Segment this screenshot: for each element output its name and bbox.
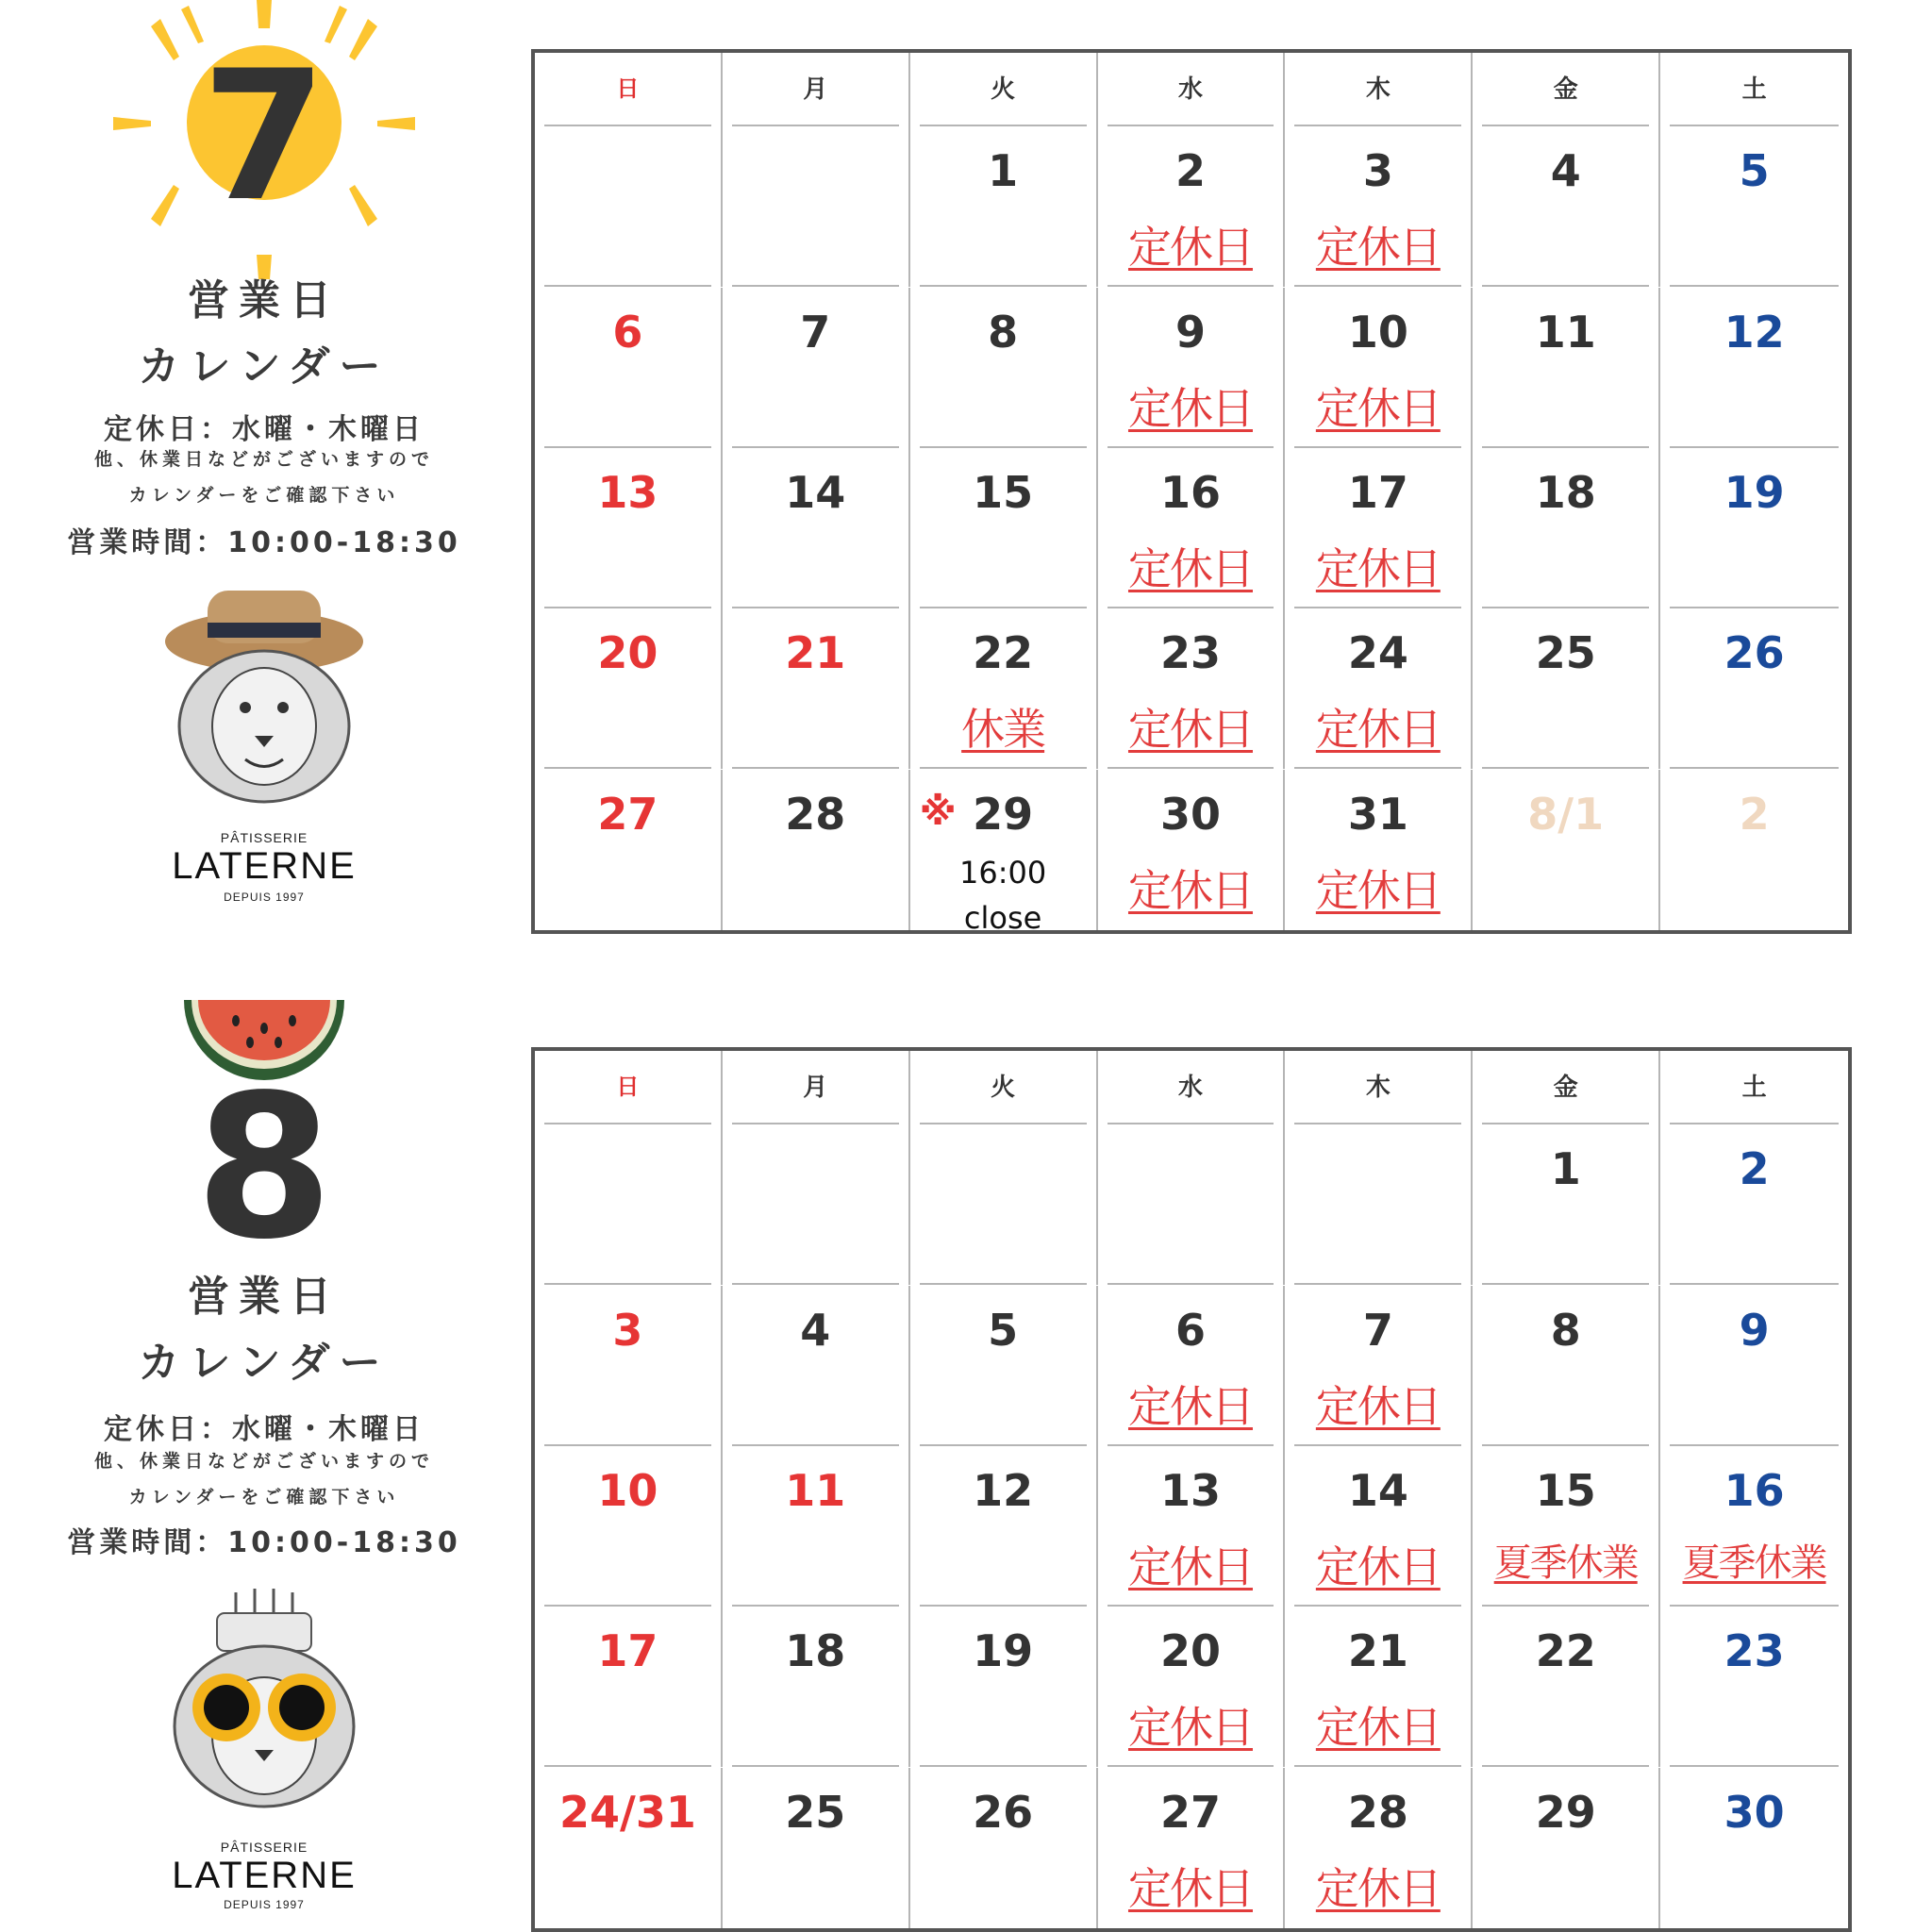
- closed-label: 定休日: [1315, 704, 1441, 756]
- day-number: 11: [1535, 306, 1596, 358]
- day-cell: [1285, 1607, 1473, 1767]
- day-cell: [535, 288, 723, 448]
- day-cell: [910, 1768, 1098, 1928]
- day-number: 8: [1550, 1304, 1581, 1356]
- day-cell: [1285, 1124, 1473, 1285]
- weekday-label: 火: [991, 1074, 1016, 1102]
- day-number: 22: [1535, 1625, 1596, 1677]
- calendar-title-line2: カレンダー: [138, 1339, 391, 1387]
- day-number: 11: [785, 1464, 846, 1516]
- weekday-header: [1660, 1051, 1848, 1124]
- day-number: 10: [597, 1464, 658, 1516]
- weekday-label: 水: [1177, 75, 1203, 104]
- day-number: 15: [1535, 1464, 1596, 1516]
- day-cell: [723, 1446, 910, 1607]
- weekday-header: [1098, 53, 1286, 126]
- day-number: 27: [1159, 1786, 1221, 1838]
- day-number: 9: [1174, 306, 1206, 358]
- day-cell: [910, 1607, 1098, 1767]
- closed-label: 夏季休業: [1682, 1541, 1826, 1585]
- brand-subtitle: PÂTISSERIE: [220, 830, 308, 845]
- day-cell: [1285, 1286, 1473, 1446]
- day-number: 23: [1724, 1625, 1785, 1677]
- day-number: 6: [612, 306, 643, 358]
- weekday-header: [1473, 1051, 1660, 1124]
- weekday-label: 木: [1365, 1074, 1391, 1102]
- day-number: 26: [1724, 627, 1785, 679]
- day-cell: [723, 126, 910, 287]
- day-cell: [1098, 608, 1286, 769]
- weekday-label: 金: [1553, 1074, 1578, 1102]
- day-cell: [1285, 448, 1473, 608]
- day-cell: [723, 1286, 910, 1446]
- brand-logo-text: LATERNE: [172, 845, 357, 887]
- august-sidebar: [0, 981, 528, 1924]
- day-cell: [1098, 1607, 1286, 1767]
- closed-label: 定休日: [1127, 1862, 1253, 1914]
- day-number: 2: [1739, 1143, 1770, 1195]
- weekday-label: 月: [803, 75, 828, 104]
- day-number: 15: [973, 466, 1034, 518]
- day-number: 29: [1535, 1786, 1596, 1838]
- day-cell: [1098, 1124, 1286, 1285]
- day-number: 6: [1174, 1304, 1206, 1356]
- day-cell: [910, 126, 1098, 287]
- calendar-title-line2: カレンダー: [138, 342, 391, 391]
- day-cell: [910, 448, 1098, 608]
- weekday-header: [723, 1051, 910, 1124]
- day-number: 1: [988, 145, 1019, 197]
- day-cell: [910, 288, 1098, 448]
- day-cell: [1660, 288, 1848, 448]
- weekday-header: [535, 53, 723, 126]
- day-number: 8/1: [1527, 788, 1605, 840]
- weekday-label: 金: [1553, 75, 1578, 104]
- day-number: 24/31: [559, 1786, 696, 1838]
- weekday-header: [535, 1051, 723, 1124]
- brand-logo-text: LATERNE: [172, 1855, 357, 1896]
- day-number: 18: [1535, 466, 1596, 518]
- day-cell: [1285, 1446, 1473, 1607]
- closed-label: 定休日: [1127, 542, 1253, 594]
- day-cell: [1473, 1286, 1660, 1446]
- july-sidebar: [0, 0, 528, 943]
- closed-label: 休業: [961, 704, 1045, 756]
- weekday-label: 土: [1741, 75, 1767, 104]
- calendar-grid: [535, 1051, 1848, 1928]
- day-number: 2: [1739, 788, 1770, 840]
- day-number: 3: [1362, 145, 1393, 197]
- closed-label: 定休日: [1315, 1702, 1441, 1754]
- weekday-label: 月: [803, 1074, 828, 1102]
- day-cell: [535, 126, 723, 287]
- day-cell: [723, 288, 910, 448]
- day-cell: [910, 770, 1098, 936]
- day-number: 26: [973, 1786, 1034, 1838]
- day-cell: [1660, 1607, 1848, 1767]
- day-cell: [1660, 126, 1848, 287]
- weekday-header: [910, 1051, 1098, 1124]
- brand-subtitle: PÂTISSERIE: [220, 1840, 308, 1855]
- weekday-header: [1473, 53, 1660, 126]
- day-number: 5: [988, 1304, 1019, 1356]
- day-cell: [1660, 1768, 1848, 1928]
- day-number: 17: [597, 1625, 658, 1677]
- day-number: 19: [973, 1625, 1034, 1677]
- day-cell: [1098, 1446, 1286, 1607]
- day-number: 5: [1739, 145, 1770, 197]
- day-cell: [1285, 288, 1473, 448]
- day-cell: [535, 770, 723, 930]
- day-number: 24: [1347, 627, 1408, 679]
- closed-label: 定休日: [1127, 1541, 1253, 1592]
- day-cell: [535, 1607, 723, 1767]
- day-cell: [1098, 1286, 1286, 1446]
- day-cell: [1285, 608, 1473, 769]
- day-number: 2: [1174, 145, 1206, 197]
- closed-label: 定休日: [1127, 1702, 1253, 1754]
- day-cell: [910, 608, 1098, 769]
- day-number: 31: [1347, 788, 1408, 840]
- day-number: 16: [1724, 1464, 1785, 1516]
- day-number: 16: [1159, 466, 1221, 518]
- notice-line2: カレンダーをご確認下さい: [128, 1487, 400, 1507]
- day-number: 19: [1724, 466, 1785, 518]
- day-number: 30: [1724, 1786, 1785, 1838]
- day-cell: [1473, 448, 1660, 608]
- notice-line1: 他、休業日などがございますので: [93, 449, 434, 470]
- day-number: 13: [1159, 1464, 1221, 1516]
- lion-hat-illustration: [151, 585, 377, 821]
- day-cell: [1660, 1286, 1848, 1446]
- day-number: 10: [1347, 306, 1408, 358]
- lion-sunglasses-illustration: [151, 1585, 377, 1821]
- august-calendar-section: [0, 981, 1932, 1924]
- day-number: 1: [1550, 1143, 1581, 1195]
- closed-label: 定休日: [1315, 1862, 1441, 1914]
- day-number: 18: [785, 1625, 846, 1677]
- day-number: 25: [1535, 627, 1596, 679]
- day-number: 28: [1347, 1786, 1408, 1838]
- closed-label: 定休日: [1127, 1380, 1253, 1432]
- day-cell: [1285, 770, 1473, 930]
- day-number: 7: [1362, 1304, 1393, 1356]
- day-cell: [1473, 1607, 1660, 1767]
- notice-mark: ※: [919, 790, 957, 834]
- day-number: 9: [1739, 1304, 1770, 1356]
- day-cell: [1660, 608, 1848, 769]
- business-hours-text: 営業時間：10:00-18:30: [67, 1526, 461, 1559]
- day-cell: [535, 448, 723, 608]
- day-cell: [1098, 126, 1286, 287]
- day-cell: [535, 1286, 723, 1446]
- calendar-title-line1: 営業日: [188, 1273, 341, 1321]
- day-cell: [1285, 1768, 1473, 1928]
- day-cell: [1473, 770, 1660, 930]
- day-number: 22: [973, 627, 1034, 679]
- day-cell: [1473, 1124, 1660, 1285]
- day-number: 30: [1159, 788, 1221, 840]
- early-close-time: 16:00: [959, 854, 1047, 891]
- closed-label: 定休日: [1315, 1541, 1441, 1592]
- closed-days-text: 定休日：水曜・木曜日: [104, 1413, 425, 1446]
- day-number: 28: [785, 788, 846, 840]
- weekday-label: 土: [1741, 1074, 1767, 1102]
- day-number: 14: [785, 466, 846, 518]
- day-cell: [1098, 448, 1286, 608]
- closed-label: 定休日: [1127, 704, 1253, 756]
- notice-line1: 他、休業日などがございますので: [93, 1451, 434, 1472]
- day-number: 21: [1347, 1625, 1408, 1677]
- business-hours-text: 営業時間：10:00-18:30: [67, 526, 461, 559]
- day-number: 23: [1159, 627, 1221, 679]
- day-cell: [723, 608, 910, 769]
- day-cell: [1098, 1768, 1286, 1928]
- august-calendar-grid: [531, 1047, 1852, 1932]
- day-cell: [535, 1446, 723, 1607]
- brand-since: DEPUIS 1997: [224, 891, 305, 904]
- weekday-header: [1285, 53, 1473, 126]
- day-cell: [1098, 770, 1286, 930]
- day-number: 17: [1347, 466, 1408, 518]
- brand-since: DEPUIS 1997: [224, 1898, 305, 1911]
- early-close-label: close: [963, 899, 1042, 936]
- weekday-header: [1285, 1051, 1473, 1124]
- day-number: 20: [597, 627, 658, 679]
- day-number: 3: [612, 1304, 643, 1356]
- weekday-header: [910, 53, 1098, 126]
- day-cell: [1473, 126, 1660, 287]
- day-cell: [1098, 288, 1286, 448]
- closed-label: 定休日: [1315, 222, 1441, 274]
- day-number: 27: [597, 788, 658, 840]
- day-cell: [723, 1768, 910, 1928]
- day-cell: [910, 1286, 1098, 1446]
- day-number: 8: [988, 306, 1019, 358]
- day-cell: [723, 770, 910, 930]
- weekday-label: 火: [991, 75, 1016, 104]
- closed-label: 定休日: [1315, 864, 1441, 916]
- day-number: 12: [1724, 306, 1785, 358]
- day-cell: [1660, 770, 1848, 930]
- weekday-label: 日: [616, 1074, 640, 1100]
- closed-label: 定休日: [1315, 542, 1441, 594]
- day-number: 14: [1347, 1464, 1408, 1516]
- day-number: 21: [785, 627, 846, 679]
- day-cell: [1473, 288, 1660, 448]
- closed-days-text: 定休日：水曜・木曜日: [104, 413, 425, 446]
- day-cell: [723, 1607, 910, 1767]
- calendar-title-line1: 営業日: [188, 276, 341, 325]
- day-cell: [1473, 608, 1660, 769]
- day-cell: [535, 1768, 723, 1928]
- day-cell: [910, 1446, 1098, 1607]
- day-number: 20: [1159, 1625, 1221, 1677]
- weekday-header: [1660, 53, 1848, 126]
- day-cell: [1660, 448, 1848, 608]
- weekday-label: 木: [1365, 75, 1391, 104]
- closed-label: 定休日: [1127, 864, 1253, 916]
- day-cell: [723, 1124, 910, 1285]
- july-calendar-section: [0, 0, 1932, 943]
- weekday-label: 水: [1177, 1074, 1203, 1102]
- day-cell: [910, 1124, 1098, 1285]
- day-number: 25: [785, 1786, 846, 1838]
- day-cell: [535, 608, 723, 769]
- closed-label: 定休日: [1315, 1380, 1441, 1432]
- july-calendar-grid: [531, 49, 1852, 934]
- day-cell: [723, 448, 910, 608]
- day-cell: [1473, 1768, 1660, 1928]
- watermelon-icon: [94, 1000, 434, 1283]
- month-number: 8: [194, 1052, 334, 1283]
- day-cell: [535, 1124, 723, 1285]
- closed-label: 定休日: [1127, 222, 1253, 274]
- weekday-label: 日: [616, 75, 640, 102]
- day-cell: [1660, 1446, 1848, 1607]
- day-number: 4: [800, 1304, 831, 1356]
- day-cell: [1285, 126, 1473, 287]
- month-number: 7: [201, 32, 327, 241]
- day-number: 13: [597, 466, 658, 518]
- sun-icon: [94, 0, 434, 283]
- closed-label: 定休日: [1315, 382, 1441, 434]
- closed-label: 夏季休業: [1493, 1541, 1638, 1585]
- day-cell: [1660, 1124, 1848, 1285]
- closed-label: 定休日: [1127, 382, 1253, 434]
- weekday-header: [1098, 1051, 1286, 1124]
- weekday-header: [723, 53, 910, 126]
- day-number: 12: [973, 1464, 1034, 1516]
- day-cell: [1473, 1446, 1660, 1607]
- notice-line2: カレンダーをご確認下さい: [128, 485, 400, 506]
- day-number: 7: [800, 306, 831, 358]
- day-number: 29: [973, 788, 1034, 840]
- calendar-grid: [535, 53, 1848, 936]
- day-number: 4: [1550, 145, 1581, 197]
